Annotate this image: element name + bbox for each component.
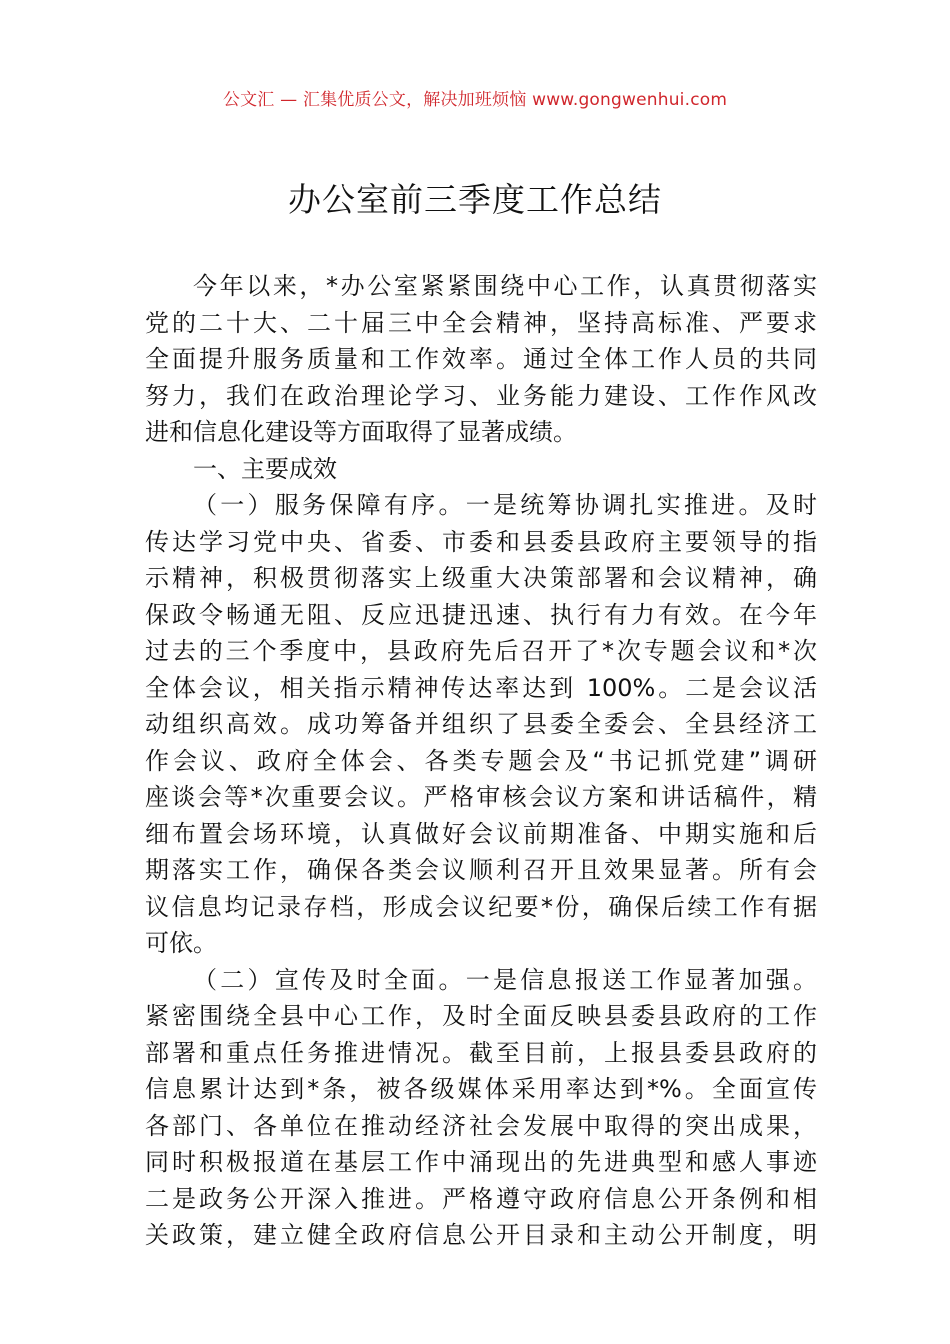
text-line: 座谈会等*次重要会议。严格审核会议方案和讲话稿件，精: [145, 783, 817, 811]
text-line: 党的二十大、二十届三中全会精神，坚持高标准、严要求: [145, 308, 817, 337]
document-title: 办公室前三季度工作总结: [288, 180, 662, 219]
text-line: 各部门、各单位在推动经济社会发展中取得的突出成果，: [145, 1111, 817, 1140]
text-line: 二是政务公开深入推进。严格遵守政府信息公开条例和相: [145, 1184, 817, 1213]
paragraph-service-guarantee: [145, 487, 817, 962]
text-line: 细布置会场环境，认真做好会议前期准备、中期实施和后: [145, 819, 817, 848]
text-line: 议信息均记录存档，形成会议纪要*份，确保后续工作有据: [145, 892, 817, 921]
text-line: 努力，我们在政治理论学习、业务能力建设、工作作风改: [145, 381, 817, 410]
document-body: [145, 268, 817, 1254]
text-line: 传达学习党中央、省委、市委和县委县政府主要领导的指: [145, 527, 817, 556]
text-line: 期落实工作，确保各类会议顺利召开且效果显著。所有会: [145, 856, 817, 884]
text-line: 紧密围绕全县中心工作，及时全面反映县委县政府的工作: [145, 1002, 817, 1030]
text-line: 过去的三个季度中，县政府先后召开了*次专题会议和*次: [145, 637, 817, 665]
intro-paragraph: [145, 268, 817, 451]
text-line: 同时积极报道在基层工作中涌现出的先进典型和感人事迹: [145, 1148, 817, 1176]
text-line: 今年以来，*办公室紧紧围绕中心工作，认真贯彻落实: [193, 272, 817, 300]
watermark-header: 公文汇 — 汇集优质公文，解决加班烦恼 www.gongwenhui.com: [222, 90, 728, 110]
text-line: 作会议、政府全体会、各类专题会及“书记抓党建”调研: [145, 746, 817, 775]
text-line: 部署和重点任务推进情况。截至目前，上报县委县政府的: [145, 1038, 817, 1067]
text-line: 全面提升服务质量和工作效率。通过全体工作人员的共同: [145, 345, 817, 373]
text-line: （二）宣传及时全面。一是信息报送工作显著加强。: [193, 965, 817, 994]
text-line: 全体会议，相关指示精神传达率达到 100%。二是会议活: [145, 673, 817, 702]
paragraph-publicity: [145, 962, 817, 1254]
text-line: 动组织高效。成功筹备并组织了县委全委会、全县经济工: [145, 710, 817, 738]
text-line: 进和信息化建设等方面取得了显著成绩。: [145, 418, 577, 446]
text-line: 信息累计达到*条，被各级媒体采用率达到*%。全面宣传: [145, 1075, 817, 1103]
text-line: 示精神，积极贯彻落实上级重大决策部署和会议精神，确: [145, 564, 817, 592]
text-line: 保政令畅通无阻、反应迅捷迅速、执行有力有效。在今年: [145, 600, 817, 629]
text-line: （一）服务保障有序。一是统筹协调扎实推进。及时: [193, 491, 817, 519]
section-heading: 一、主要成效: [193, 454, 337, 483]
text-line: 可依。: [145, 929, 217, 957]
text-line: 关政策，建立健全政府信息公开目录和主动公开制度，明: [145, 1221, 817, 1249]
